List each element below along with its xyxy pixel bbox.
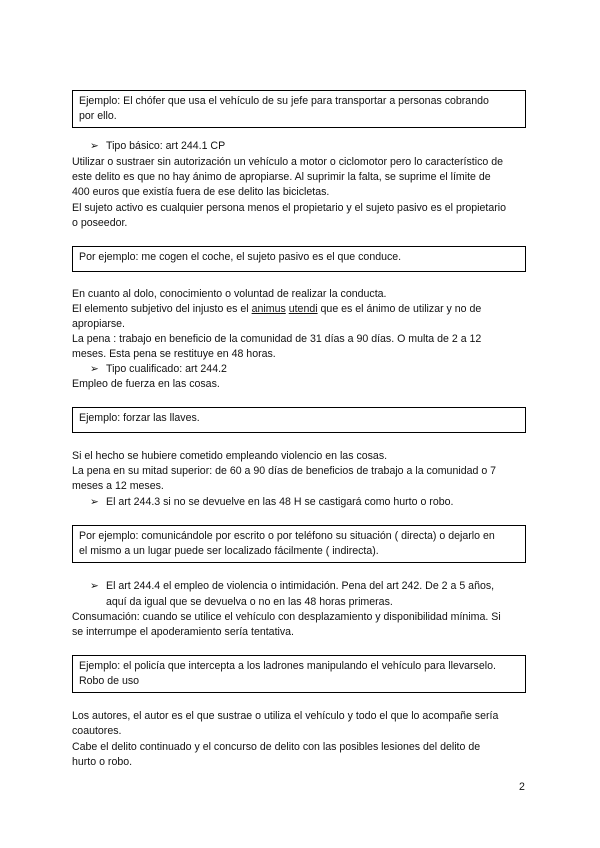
arrow-bullet-icon: ➢ xyxy=(90,496,99,508)
example-box-5-line-2: Robo de uso xyxy=(79,675,140,687)
example-box-3-text: Ejemplo: forzar las llaves. xyxy=(79,412,200,424)
example-box-4-line-2: el mismo a un lugar puede ser localizado fácilmente ( indirecta). xyxy=(79,545,379,557)
example-box-4 xyxy=(72,525,526,563)
underlined-term: utendi xyxy=(288,303,318,315)
example-box-5-line-1: Ejemplo: el policía que intercepta a los ladrones manipulando el vehículo para llevarselo. xyxy=(79,660,496,672)
paragraph-line: apropiarse. xyxy=(72,318,125,330)
paragraph-line: se interrumpe el apoderamiento sería tentativa. xyxy=(72,626,295,638)
underlined-term: animus xyxy=(251,303,286,315)
paragraph-line: Empleo de fuerza en las cosas. xyxy=(72,378,220,390)
bullet-art-244-4: ➢ El art 244.4 el empleo de violencia o intimidación. Pena del art 242. De 2 a 5 años, xyxy=(90,580,495,592)
paragraph-line: meses a 12 meses. xyxy=(72,480,164,492)
example-box-3 xyxy=(72,407,526,433)
example-box-2-text: Por ejemplo: me cogen el coche, el sujeto pasivo es el que conduce. xyxy=(79,251,402,263)
paragraph-line: 400 euros que existía fuera de ese delito las bicicletas. xyxy=(72,186,330,198)
paragraph-line: En cuanto al dolo, conocimiento o voluntad de realizar la conducta. xyxy=(72,288,387,300)
paragraph-line: Cabe el delito continuado y el concurso de delito con las posibles lesiones del delito de xyxy=(72,741,481,753)
paragraph-line: Consumación: cuando se utilice el vehículo con desplazamiento y disponibilidad mínima. Si xyxy=(72,611,501,623)
example-box-1 xyxy=(72,90,526,128)
bullet-tipo-basico: ➢ Tipo básico: art 244.1 CP xyxy=(90,140,226,152)
paragraph-line: este delito es que no hay ánimo de apropiarse. Al suprimir la falta, se suprime el límite de xyxy=(72,171,491,183)
example-box-4-line-1: Por ejemplo: comunicándole por escrito o por teléfono su situación ( directa) o dejarlo en xyxy=(79,530,495,542)
example-box-2 xyxy=(72,246,526,272)
paragraph-line: El sujeto activo es cualquier persona menos el propietario y el sujeto pasivo es el propietario xyxy=(72,202,506,214)
arrow-bullet-icon: ➢ xyxy=(90,580,99,592)
paragraph-line: Los autores, el autor es el que sustrae o utiliza el vehículo y todo el que lo acompañe sería xyxy=(72,710,499,722)
paragraph-line: La pena : trabajo en beneficio de la comunidad de 31 días a 90 días. O multa de 2 a 12 xyxy=(72,333,482,345)
paragraph-line: Utilizar o sustraer sin autorización un vehículo a motor o ciclomotor pero lo característico de xyxy=(72,156,504,168)
arrow-bullet-icon: ➢ xyxy=(90,363,99,375)
bullet-tipo-cualificado: ➢ Tipo cualificado: art 244.2 xyxy=(90,363,227,375)
paragraph-line: coautores. xyxy=(72,725,122,737)
paragraph-line: hurto o robo. xyxy=(72,756,133,768)
paragraph-line: o poseedor. xyxy=(72,217,128,229)
page-number: 2 xyxy=(519,781,525,793)
bullet-art-244-4-continuation: aquí da igual que se devuelva o no en las 48 horas primeras. xyxy=(106,596,393,608)
example-box-1-line-1: Ejemplo: El chófer que usa el vehículo de su jefe para transportar a personas cobrando xyxy=(79,95,489,107)
bullet-art-244-3: ➢ El art 244.3 si no se devuelve en las 48 H se castigará como hurto o robo. xyxy=(90,496,454,508)
paragraph-line: La pena en su mitad superior: de 60 a 90 días de beneficios de trabajo a la comunidad o 7 xyxy=(72,465,497,477)
arrow-bullet-icon: ➢ xyxy=(90,140,99,152)
example-box-1-line-2: por ello. xyxy=(79,110,117,122)
paragraph-line: El elemento subjetivo del injusto es el animus utendi que es el ánimo de utilizar y no de xyxy=(72,303,482,315)
example-box-5 xyxy=(72,655,526,693)
paragraph-line: meses. Esta pena se restituye en 48 horas. xyxy=(72,348,276,360)
paragraph-line: Si el hecho se hubiere cometido empleando violencio en las cosas. xyxy=(72,450,388,462)
